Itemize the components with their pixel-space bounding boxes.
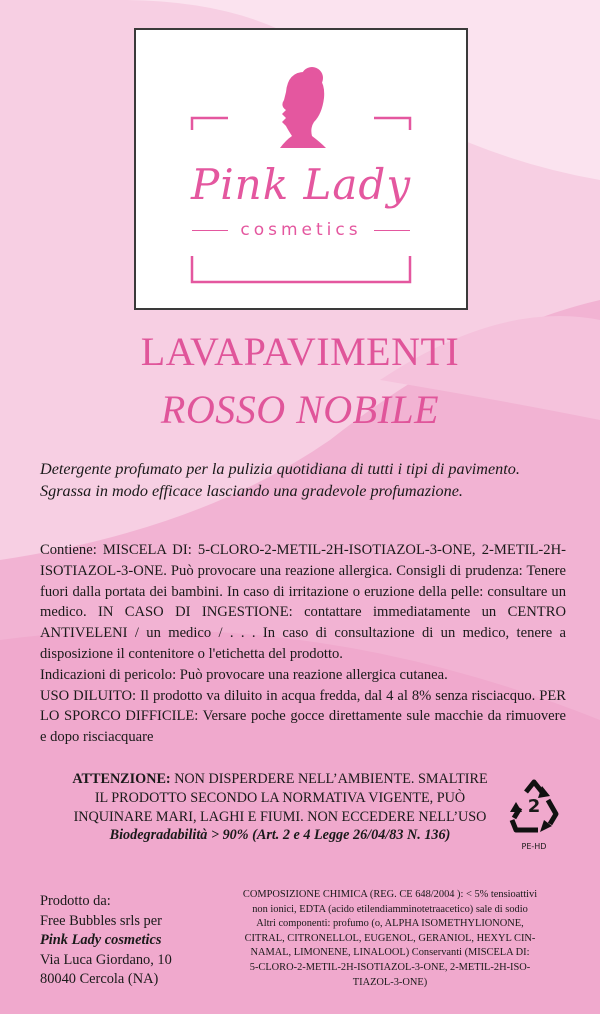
tagline-line-1: Detergente profumato per la pulizia quotidiana di tutti i tipi di pavimento. bbox=[40, 460, 520, 478]
recycle-number: 2 bbox=[527, 796, 541, 817]
product-variant: ROSSO NOBILE bbox=[160, 387, 440, 432]
divider-right bbox=[374, 230, 410, 231]
divider-left bbox=[192, 230, 228, 231]
environment-warning bbox=[40, 770, 520, 845]
recycle-symbol bbox=[506, 778, 562, 854]
biodegradability: Biodegradabilità > 90% (Art. 2 e 4 Legge 26/04/83 N. 136) bbox=[109, 827, 451, 844]
composition-line-6: 5-CLORO-2-METIL-2H-ISOTIAZOL-3-ONE, 2-METIL-2H-ISO- bbox=[249, 961, 531, 973]
producer-line-3: Pink Lady cosmetics bbox=[40, 932, 162, 949]
brand-name: Pink Lady bbox=[190, 160, 412, 209]
producer-line-4: Via Luca Giordano, 10 bbox=[40, 951, 172, 968]
composition-line-1: COMPOSIZIONE CHIMICA (REG. CE 648/2004 ): < 5% tensioattivi bbox=[242, 889, 538, 900]
producer-line-2: Free Bubbles srls per bbox=[40, 912, 162, 929]
brand-subtitle bbox=[136, 220, 466, 240]
warning-line-3: INQUINARE MARI, LAGHI E FIUMI. NON ECCEDERE NELL’USO bbox=[73, 808, 487, 825]
composition-line-7: TIAZOL-3-ONE) bbox=[352, 976, 428, 988]
hazard-paragraph: Indicazioni di pericolo: Può provocare una reazione allergica cutanea. bbox=[40, 666, 448, 683]
producer-line-5: 80040 Cercola (NA) bbox=[40, 971, 159, 988]
product-tagline bbox=[40, 458, 580, 502]
composition-line-5: NAMAL, LIMONENE, LINALOOL) Conservanti (MISCELA DI: bbox=[250, 947, 530, 959]
producer-info bbox=[40, 892, 210, 990]
composition-line-2: non ionici, EDTA (acido etilendiamminotetraacetico) sale di sodio bbox=[252, 903, 528, 915]
usage-paragraph: USO DILUITO: Il prodotto va diluito in acqua fredda, dal 4 al 8% senza risciacquo. PER LO SPORCO DIFFICILE: Versare poche gocce direttamente sule macchie da rimuovere e dopo risciacquare bbox=[40, 687, 566, 746]
product-title: LAVAPAVIMENTI bbox=[140, 329, 460, 374]
producer-line-1: Prodotto da: bbox=[40, 893, 111, 909]
brand-sub-text: cosmetics bbox=[240, 220, 362, 240]
warning-line-2: IL PRODOTTO SECONDO LA NORMATIVA VIGENTE, PUÒ bbox=[94, 789, 466, 806]
composition-line-3: Altri componenti: profumo (o, ALPHA ISOMETHYLIONONE, bbox=[256, 918, 524, 930]
composition-line-4: CITRAL, CITRONELLOL, EUGENOL, GERANIOL, HEXYL CIN- bbox=[244, 932, 536, 944]
tagline-line-2: Sgrassa in modo efficace lasciando una gradevole profumazione. bbox=[40, 482, 463, 500]
logo-panel bbox=[134, 28, 468, 310]
warning-label: ATTENZIONE: bbox=[72, 771, 171, 787]
safety-info bbox=[40, 540, 566, 748]
chemical-composition bbox=[220, 888, 560, 990]
contains-paragraph: Contiene: MISCELA DI: 5-CLORO-2-METIL-2H-ISOTIAZOL-3-ONE, 2-METIL-2H-ISOTIAZOL-3-ONE. Può provocare una reazione allergica. Consigli di prudenza: Tenere fuori dalla portata dei bambini. In caso di irritazione o eruzione della pelle: consultare un medico. IN CASO DI INGESTIONE: contattare immediatamente un CENTRO ANTIVELENI / un medico / . . . In caso di consultazione di un medico, tenere a disposizione il contenitore o l'etichetta del prodotto. bbox=[40, 542, 566, 662]
recycle-code: PE-HD bbox=[521, 842, 547, 851]
warning-line-1: ATTENZIONE: NON DISPERDERE NELL’AMBIENTE. SMALTIRE bbox=[72, 771, 488, 787]
lady-silhouette-icon bbox=[280, 67, 326, 148]
